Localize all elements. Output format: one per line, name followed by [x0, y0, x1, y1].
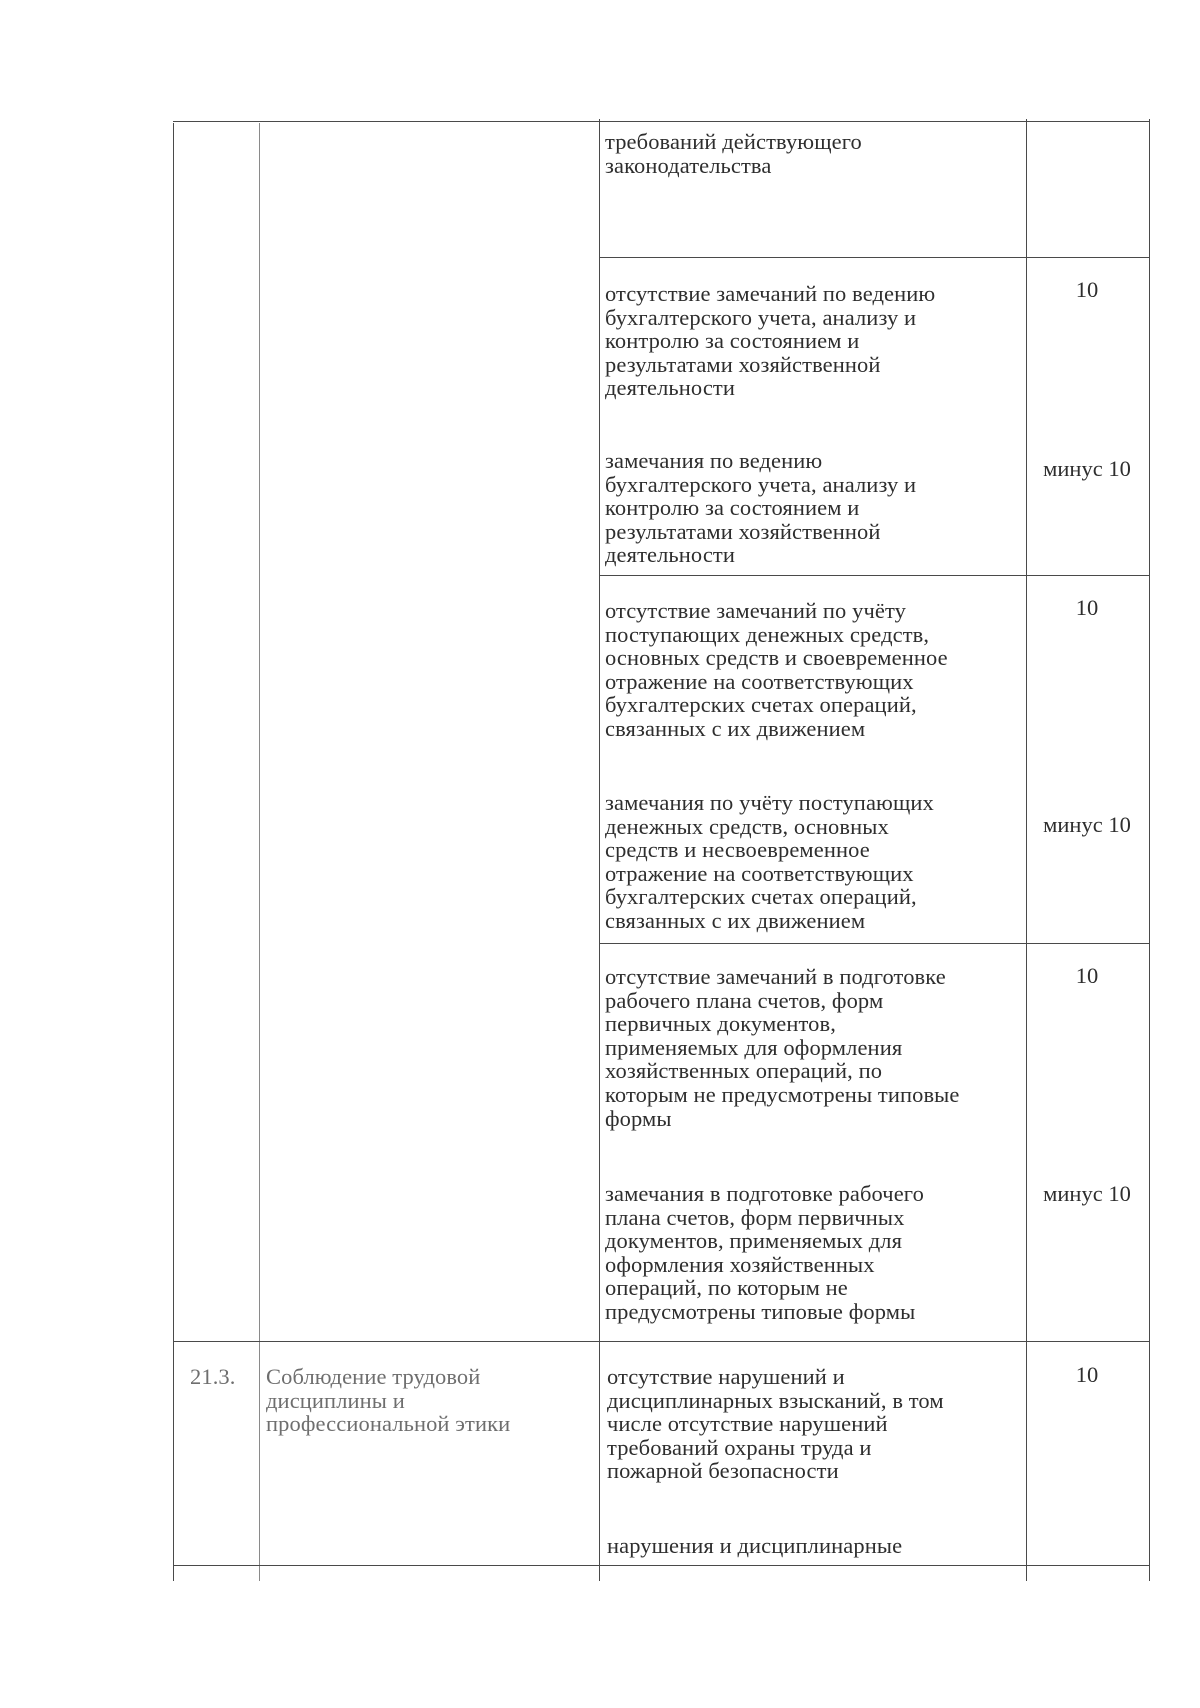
criterion-score: 10	[1075, 1362, 1099, 1387]
criterion-score: минус 10	[1043, 1181, 1131, 1206]
criterion-text: замечания по учёту поступающих денежных средств, основных средств и несвоевременное отражение на соответствующих бухгалтерских счетах операций, связанных с их движением	[605, 790, 934, 933]
criterion-text: требований действующего законодательства	[605, 129, 862, 178]
row-separator-21-3	[173, 1341, 1150, 1342]
criterion-text: отсутствие нарушений и дисциплинарных взысканий, в том числе отсутствие нарушений требований охраны труда и пожарной безопасности	[607, 1364, 944, 1484]
column-divider-number	[259, 123, 260, 1581]
table-border-top	[173, 121, 1150, 122]
criterion-score: 10	[1075, 277, 1099, 302]
row-number: 21.3.	[190, 1364, 236, 1389]
table-border-left	[173, 123, 174, 1581]
criterion-text: отсутствие замечаний по учёту поступающих денежных средств, основных средств и своевременное отражение на соответствующих бухгалтерских счетах операций, связанных с их движением	[605, 598, 948, 741]
criterion-text: замечания в подготовке рабочего плана счетов, форм первичных документов, применяемых для оформления хозяйственных операций, по которым не предусмотрены типовые формы	[605, 1181, 924, 1324]
criterion-text: отсутствие замечаний в подготовке рабочего плана счетов, форм первичных документов, применяемых для оформления хозяйственных операций, по которым не предусмотрены типовые формы	[605, 964, 960, 1131]
column-divider-criteria	[1026, 119, 1027, 1581]
criterion-score: 10	[1075, 963, 1099, 988]
criterion-text: нарушения и дисциплинарные	[607, 1533, 903, 1558]
criterion-score: 10	[1075, 595, 1099, 620]
criterion-text: отсутствие замечаний по ведению бухгалтерского учета, анализу и контролю за состоянием и результатами хозяйственной деятельности	[605, 281, 936, 401]
criterion-score: минус 10	[1043, 456, 1131, 481]
table-border-right	[1149, 119, 1150, 1581]
criteria-separator-3	[599, 943, 1150, 944]
table-border-bottom	[173, 1565, 1150, 1566]
criterion-text: замечания по ведению бухгалтерского учета, анализу и контролю за состоянием и результатами хозяйственной деятельности	[605, 448, 917, 568]
criteria-separator-2	[599, 575, 1150, 576]
column-divider-indicator	[599, 119, 600, 1581]
criteria-separator-1	[599, 257, 1150, 258]
criterion-score: минус 10	[1043, 812, 1131, 837]
indicator-name: Соблюдение трудовой дисциплины и профессиональной этики	[266, 1364, 511, 1437]
